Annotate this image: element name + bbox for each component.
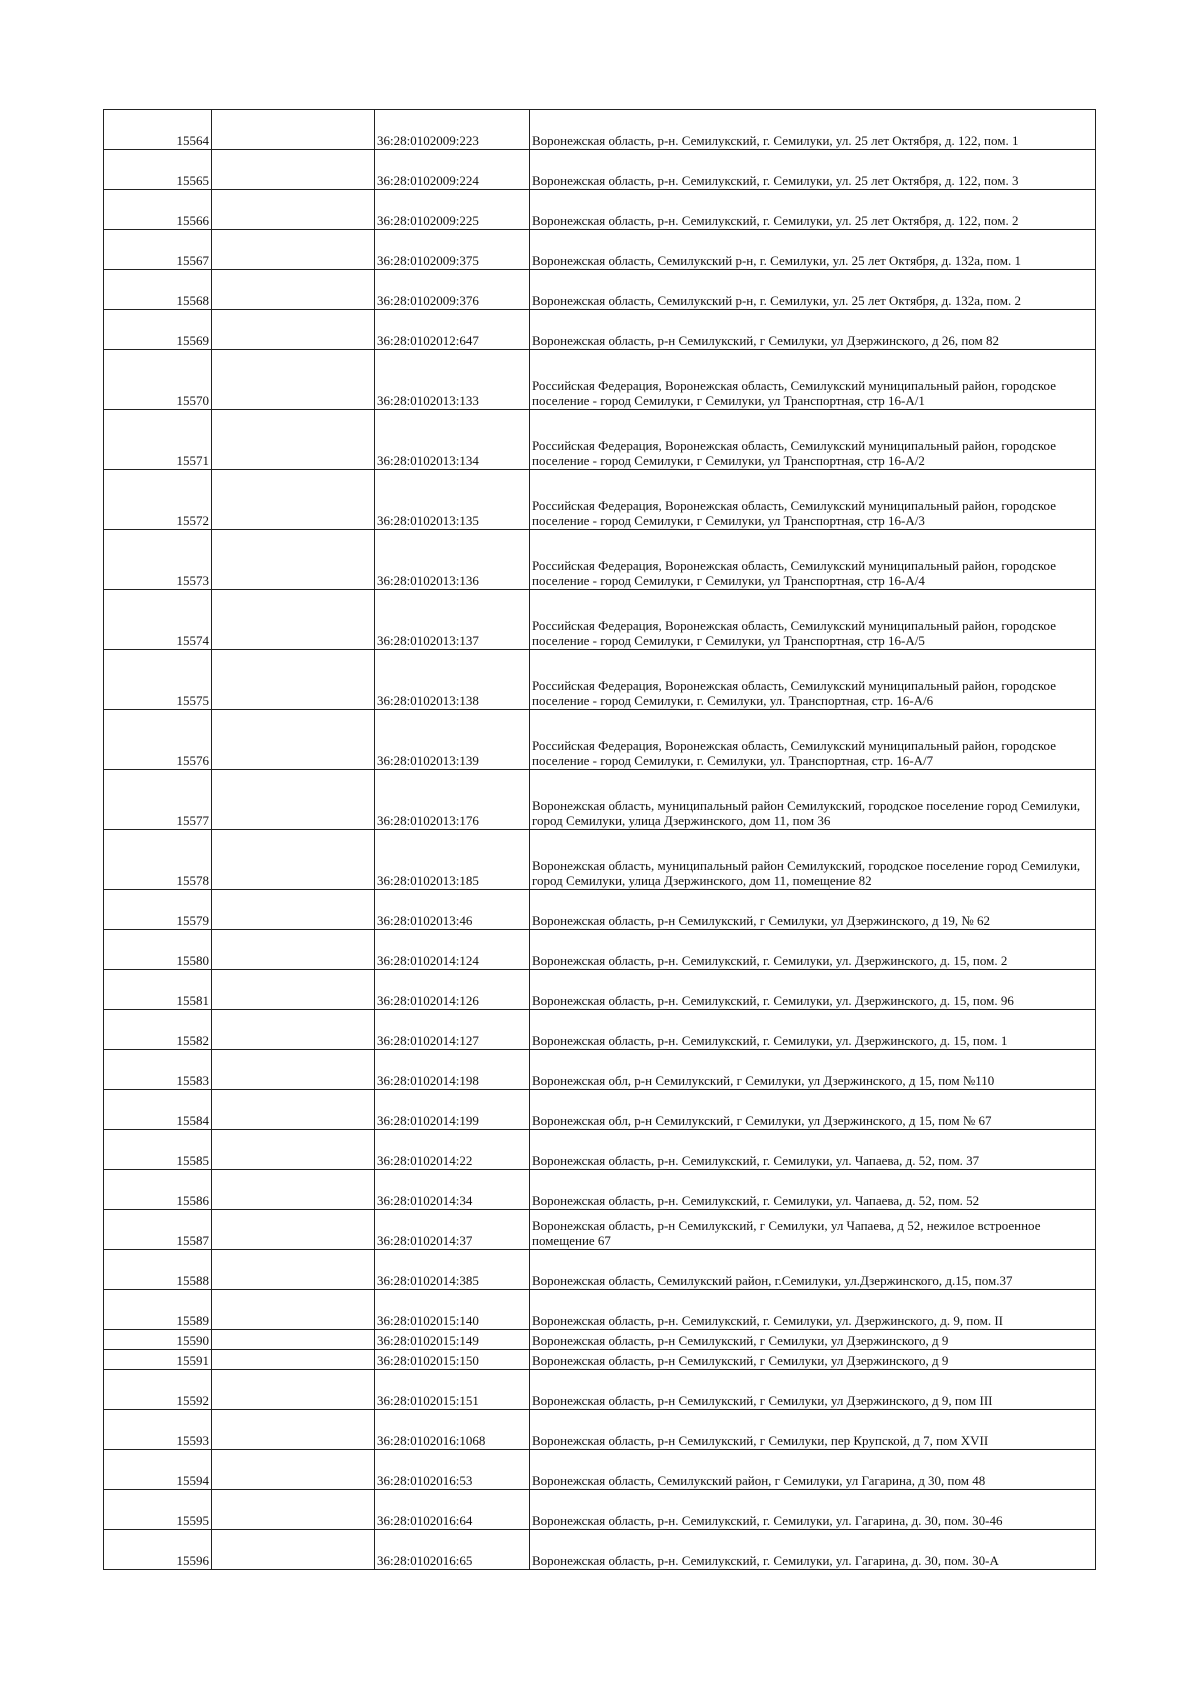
property-address: Воронежская область, муниципальный район Семилукский, городское поселение город Семилуки, город Семилуки, улица Дзержинского, дом 11, помещение 82 xyxy=(530,830,1096,890)
property-address: Воронежская область, р-н Семилукский, г Семилуки, ул Дзержинского, д 9 xyxy=(530,1330,1096,1350)
row-number: 15586 xyxy=(104,1170,212,1210)
row-number: 15595 xyxy=(104,1490,212,1530)
empty-cell xyxy=(212,1010,375,1050)
row-number: 15577 xyxy=(104,770,212,830)
property-address: Воронежская область, р-н. Семилукский, г. Семилуки, ул. Дзержинского, д. 15, пом. 1 xyxy=(530,1010,1096,1050)
cadastral-number: 36:28:0102015:140 xyxy=(375,1290,530,1330)
cadastral-number: 36:28:0102013:139 xyxy=(375,710,530,770)
row-number: 15587 xyxy=(104,1210,212,1250)
cadastral-number: 36:28:0102013:136 xyxy=(375,530,530,590)
row-number: 15565 xyxy=(104,150,212,190)
empty-cell xyxy=(212,1210,375,1250)
table-row xyxy=(104,190,1096,230)
empty-cell xyxy=(212,1450,375,1490)
table-row xyxy=(104,410,1096,470)
cadastral-number: 36:28:0102014:34 xyxy=(375,1170,530,1210)
cadastral-number: 36:28:0102015:149 xyxy=(375,1330,530,1350)
row-number: 15585 xyxy=(104,1130,212,1170)
cadastral-number: 36:28:0102013:185 xyxy=(375,830,530,890)
property-address: Воронежская область, р-н Семилукский, г Семилуки, пер Крупской, д 7, пом XVII xyxy=(530,1410,1096,1450)
property-address: Воронежская область, р-н Семилукский, г Семилуки, ул Чапаева, д 52, нежилое встроенное помещение 67 xyxy=(530,1210,1096,1250)
property-address: Воронежская область, р-н. Семилукский, г. Семилуки, ул. 25 лет Октября, д. 122, пом. 3 xyxy=(530,150,1096,190)
empty-cell xyxy=(212,230,375,270)
cadastral-number: 36:28:0102016:65 xyxy=(375,1530,530,1570)
row-number: 15570 xyxy=(104,350,212,410)
empty-cell xyxy=(212,1410,375,1450)
property-address: Воронежская область, р-н Семилукский, г Семилуки, ул Дзержинского, д 19, № 62 xyxy=(530,890,1096,930)
empty-cell xyxy=(212,1330,375,1350)
table-row xyxy=(104,1410,1096,1450)
property-address: Воронежская область, Семилукский р-н, г. Семилуки, ул. 25 лет Октября, д. 132а, пом. 2 xyxy=(530,270,1096,310)
row-number: 15564 xyxy=(104,110,212,150)
row-number: 15574 xyxy=(104,590,212,650)
property-address: Воронежская область, р-н. Семилукский, г. Семилуки, ул. Дзержинского, д. 15, пом. 2 xyxy=(530,930,1096,970)
table-row xyxy=(104,1250,1096,1290)
empty-cell xyxy=(212,1490,375,1530)
cadastral-number: 36:28:0102013:176 xyxy=(375,770,530,830)
table-row xyxy=(104,1530,1096,1570)
cadastral-number: 36:28:0102009:223 xyxy=(375,110,530,150)
cadastral-number: 36:28:0102009:376 xyxy=(375,270,530,310)
cadastral-number: 36:28:0102013:137 xyxy=(375,590,530,650)
empty-cell xyxy=(212,890,375,930)
property-address: Воронежская обл, р-н Семилукский, г Семилуки, ул Дзержинского, д 15, пом № 67 xyxy=(530,1090,1096,1130)
property-address: Воронежская область, р-н Семилукский, г Семилуки, ул Дзержинского, д 9 xyxy=(530,1350,1096,1370)
empty-cell xyxy=(212,770,375,830)
table-row xyxy=(104,1450,1096,1490)
table-row xyxy=(104,230,1096,270)
table-row xyxy=(104,1050,1096,1090)
property-address: Воронежская обл, р-н Семилукский, г Семилуки, ул Дзержинского, д 15, пом №110 xyxy=(530,1050,1096,1090)
empty-cell xyxy=(212,970,375,1010)
empty-cell xyxy=(212,710,375,770)
empty-cell xyxy=(212,1170,375,1210)
empty-cell xyxy=(212,1370,375,1410)
table-row xyxy=(104,270,1096,310)
row-number: 15593 xyxy=(104,1410,212,1450)
empty-cell xyxy=(212,1530,375,1570)
property-address: Воронежская область, Семилукский район, г.Семилуки, ул.Дзержинского, д.15, пом.37 xyxy=(530,1250,1096,1290)
row-number: 15582 xyxy=(104,1010,212,1050)
row-number: 15568 xyxy=(104,270,212,310)
cadastral-number: 36:28:0102016:53 xyxy=(375,1450,530,1490)
table-row xyxy=(104,1490,1096,1530)
table-row xyxy=(104,930,1096,970)
row-number: 15592 xyxy=(104,1370,212,1410)
row-number: 15590 xyxy=(104,1330,212,1350)
table-row xyxy=(104,1010,1096,1050)
cadastral-number: 36:28:0102012:647 xyxy=(375,310,530,350)
row-number: 15581 xyxy=(104,970,212,1010)
empty-cell xyxy=(212,530,375,590)
empty-cell xyxy=(212,1090,375,1130)
table-row xyxy=(104,1130,1096,1170)
table-row xyxy=(104,830,1096,890)
empty-cell xyxy=(212,190,375,230)
cadastral-number: 36:28:0102015:151 xyxy=(375,1370,530,1410)
empty-cell xyxy=(212,590,375,650)
property-address: Воронежская область, р-н. Семилукский, г. Семилуки, ул. Чапаева, д. 52, пом. 37 xyxy=(530,1130,1096,1170)
empty-cell xyxy=(212,930,375,970)
property-address: Российская Федерация, Воронежская область, Семилукский муниципальный район, городское поселение - город Семилуки, г Семилуки, ул Транспортная, стр 16-А/1 xyxy=(530,350,1096,410)
empty-cell xyxy=(212,1290,375,1330)
empty-cell xyxy=(212,310,375,350)
property-address: Воронежская область, р-н Семилукский, г Семилуки, ул Дзержинского, д 9, пом III xyxy=(530,1370,1096,1410)
cadastral-number: 36:28:0102009:225 xyxy=(375,190,530,230)
empty-cell xyxy=(212,1250,375,1290)
row-number: 15584 xyxy=(104,1090,212,1130)
property-address: Воронежская область, муниципальный район Семилукский, городское поселение город Семилуки, город Семилуки, улица Дзержинского, дом 11, пом 36 xyxy=(530,770,1096,830)
property-address: Воронежская область, р-н Семилукский, г Семилуки, ул Дзержинского, д 26, пом 82 xyxy=(530,310,1096,350)
cadastral-number: 36:28:0102014:37 xyxy=(375,1210,530,1250)
table-row xyxy=(104,890,1096,930)
table-row xyxy=(104,1210,1096,1250)
cadastral-number: 36:28:0102013:135 xyxy=(375,470,530,530)
cadastral-number: 36:28:0102014:385 xyxy=(375,1250,530,1290)
empty-cell xyxy=(212,110,375,150)
row-number: 15572 xyxy=(104,470,212,530)
cadastral-number: 36:28:0102014:199 xyxy=(375,1090,530,1130)
cadastral-number: 36:28:0102013:46 xyxy=(375,890,530,930)
property-address: Российская Федерация, Воронежская область, Семилукский муниципальный район, городское поселение - город Семилуки, г Семилуки, ул Транспортная, стр 16-А/5 xyxy=(530,590,1096,650)
table-row xyxy=(104,590,1096,650)
property-address: Российская Федерация, Воронежская область, Семилукский муниципальный район, городское поселение - город Семилуки, г. Семилуки, ул. Транспортная, стр. 16-А/7 xyxy=(530,710,1096,770)
row-number: 15591 xyxy=(104,1350,212,1370)
table-row xyxy=(104,1370,1096,1410)
property-address: Воронежская область, р-н. Семилукский, г. Семилуки, ул. Гагарина, д. 30, пом. 30-А xyxy=(530,1530,1096,1570)
property-table xyxy=(103,109,1096,1570)
property-address: Российская Федерация, Воронежская область, Семилукский муниципальный район, городское поселение - город Семилуки, г Семилуки, ул Транспортная, стр 16-А/3 xyxy=(530,470,1096,530)
table-row xyxy=(104,710,1096,770)
property-address: Воронежская область, р-н. Семилукский, г. Семилуки, ул. Дзержинского, д. 9, пом. II xyxy=(530,1290,1096,1330)
row-number: 15578 xyxy=(104,830,212,890)
cadastral-number: 36:28:0102015:150 xyxy=(375,1350,530,1370)
empty-cell xyxy=(212,350,375,410)
property-address: Воронежская область, Семилукский район, г Семилуки, ул Гагарина, д 30, пом 48 xyxy=(530,1450,1096,1490)
empty-cell xyxy=(212,270,375,310)
cadastral-number: 36:28:0102016:1068 xyxy=(375,1410,530,1450)
cadastral-number: 36:28:0102009:224 xyxy=(375,150,530,190)
property-address: Воронежская область, р-н. Семилукский, г. Семилуки, ул. Чапаева, д. 52, пом. 52 xyxy=(530,1170,1096,1210)
property-address: Воронежская область, р-н. Семилукский, г. Семилуки, ул. Дзержинского, д. 15, пом. 96 xyxy=(530,970,1096,1010)
empty-cell xyxy=(212,470,375,530)
property-address: Воронежская область, р-н. Семилукский, г. Семилуки, ул. 25 лет Октября, д. 122, пом. 1 xyxy=(530,110,1096,150)
table-row xyxy=(104,310,1096,350)
table-row xyxy=(104,1330,1096,1350)
table-row xyxy=(104,350,1096,410)
cadastral-number: 36:28:0102014:22 xyxy=(375,1130,530,1170)
cadastral-number: 36:28:0102014:126 xyxy=(375,970,530,1010)
row-number: 15579 xyxy=(104,890,212,930)
cadastral-number: 36:28:0102013:134 xyxy=(375,410,530,470)
property-address: Воронежская область, р-н. Семилукский, г. Семилуки, ул. 25 лет Октября, д. 122, пом. 2 xyxy=(530,190,1096,230)
table-row xyxy=(104,1290,1096,1330)
row-number: 15588 xyxy=(104,1250,212,1290)
row-number: 15580 xyxy=(104,930,212,970)
property-address: Российская Федерация, Воронежская область, Семилукский муниципальный район, городское поселение - город Семилуки, г. Семилуки, ул. Транспортная, стр. 16-А/6 xyxy=(530,650,1096,710)
empty-cell xyxy=(212,1350,375,1370)
empty-cell xyxy=(212,150,375,190)
table-row xyxy=(104,470,1096,530)
table-row xyxy=(104,970,1096,1010)
property-address: Российская Федерация, Воронежская область, Семилукский муниципальный район, городское поселение - город Семилуки, г Семилуки, ул Транспортная, стр 16-А/2 xyxy=(530,410,1096,470)
cadastral-number: 36:28:0102016:64 xyxy=(375,1490,530,1530)
empty-cell xyxy=(212,1050,375,1090)
cadastral-number: 36:28:0102014:127 xyxy=(375,1010,530,1050)
cadastral-number: 36:28:0102009:375 xyxy=(375,230,530,270)
table-row xyxy=(104,110,1096,150)
table-row xyxy=(104,150,1096,190)
row-number: 15594 xyxy=(104,1450,212,1490)
cadastral-number: 36:28:0102013:133 xyxy=(375,350,530,410)
cadastral-number: 36:28:0102014:124 xyxy=(375,930,530,970)
property-address: Российская Федерация, Воронежская область, Семилукский муниципальный район, городское поселение - город Семилуки, г Семилуки, ул Транспортная, стр 16-А/4 xyxy=(530,530,1096,590)
row-number: 15569 xyxy=(104,310,212,350)
table-row xyxy=(104,1170,1096,1210)
table-row xyxy=(104,1090,1096,1130)
table-row xyxy=(104,1350,1096,1370)
row-number: 15567 xyxy=(104,230,212,270)
empty-cell xyxy=(212,410,375,470)
table-row xyxy=(104,530,1096,590)
cadastral-number: 36:28:0102013:138 xyxy=(375,650,530,710)
property-address: Воронежская область, р-н. Семилукский, г. Семилуки, ул. Гагарина, д. 30, пом. 30-46 xyxy=(530,1490,1096,1530)
table-row xyxy=(104,650,1096,710)
empty-cell xyxy=(212,1130,375,1170)
table-row xyxy=(104,770,1096,830)
row-number: 15576 xyxy=(104,710,212,770)
property-address: Воронежская область, Семилукский р-н, г. Семилуки, ул. 25 лет Октября, д. 132а, пом. 1 xyxy=(530,230,1096,270)
row-number: 15596 xyxy=(104,1530,212,1570)
row-number: 15571 xyxy=(104,410,212,470)
row-number: 15573 xyxy=(104,530,212,590)
cadastral-number: 36:28:0102014:198 xyxy=(375,1050,530,1090)
row-number: 15575 xyxy=(104,650,212,710)
row-number: 15566 xyxy=(104,190,212,230)
empty-cell xyxy=(212,830,375,890)
empty-cell xyxy=(212,650,375,710)
row-number: 15589 xyxy=(104,1290,212,1330)
table-body xyxy=(104,110,1096,1570)
row-number: 15583 xyxy=(104,1050,212,1090)
